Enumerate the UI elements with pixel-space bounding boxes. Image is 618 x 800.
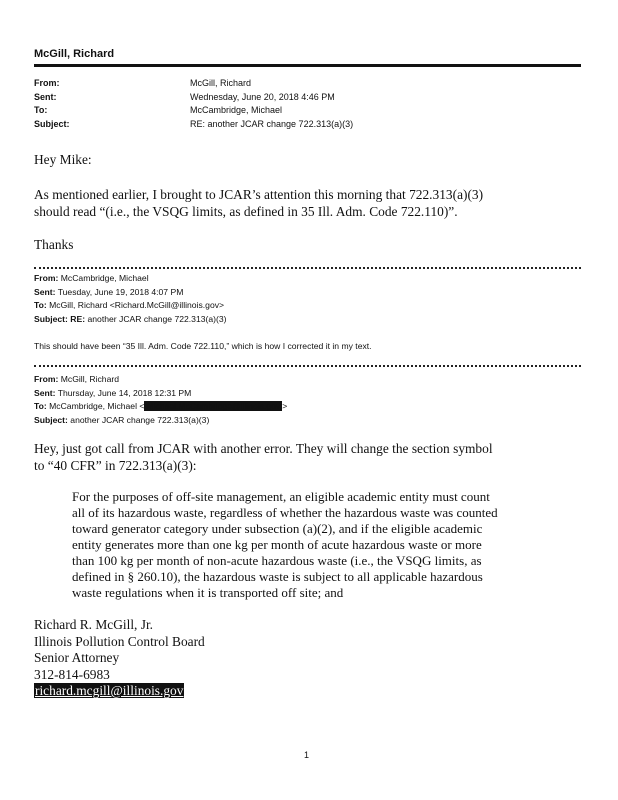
quote-line: entity generates more than one kg per month of acute hazardous waste or more — [72, 537, 482, 552]
msg2-subject: Subject: RE: another JCAR change 722.313(a)(3) — [34, 314, 227, 324]
signature-email[interactable]: richard.mcgill@illinois.gov — [35, 683, 184, 698]
quote-line: waste regulations when it is transported off site; and — [72, 585, 344, 600]
msg3-to: To: McCambridge, Michael < Michael.McCambridge@illinois.gov > — [34, 401, 288, 411]
quote-line: For the purposes of off-site management, an eligible academic entity must count — [72, 489, 490, 504]
signature-phone: 312-814-6983 — [34, 667, 110, 682]
message1-line1: As mentioned earlier, I brought to JCAR’s attention this morning that 722.313(a)(3) — [34, 187, 484, 202]
subject-value: RE: another JCAR change 722.313(a)(3) — [190, 119, 354, 129]
to-value: McCambridge, Michael — [190, 105, 283, 115]
forward-divider — [34, 365, 581, 367]
redacted-email: Michael.McCambridge@illinois.gov — [146, 401, 281, 411]
msg2-from: From: McCambridge, Michael — [34, 273, 149, 283]
page-number: 1 — [304, 750, 310, 760]
quote-line: toward generator category under subsection (a)(2), and if the eligible academic — [72, 521, 483, 536]
msg2-to: To: McGill, Richard <Richard.McGill@illinois.gov> — [34, 300, 225, 310]
sent-value: Wednesday, June 20, 2018 4:46 PM — [190, 92, 335, 102]
from-value: McGill, Richard — [190, 78, 252, 88]
msg3-from: From: McGill, Richard — [34, 374, 120, 384]
message3-line1: Hey, just got call from JCAR with another error. They will change the section symbol — [34, 441, 493, 456]
sender-name: McGill, Richard — [34, 48, 115, 60]
to-label: To: — [34, 105, 48, 115]
msg3-subject: Subject: another JCAR change 722.313(a)(3) — [34, 415, 210, 425]
quote-line: all of its hazardous waste, regardless of whether the hazardous waste was counted — [72, 505, 498, 520]
message3-line2: to “40 CFR” in 722.313(a)(3): — [34, 458, 197, 473]
msg2-sent: Sent: Tuesday, June 19, 2018 4:07 PM — [34, 287, 184, 297]
header-rule — [34, 64, 581, 67]
closing: Thanks — [34, 237, 74, 252]
quote-line: than 100 kg per month of non-acute hazardous waste (i.e., the VSQG limits, as — [72, 553, 482, 568]
msg2-body: This should have been “35 Ill. Adm. Code 722.110,” which is how I corrected it in my text. — [34, 341, 372, 351]
reply-divider — [34, 267, 581, 269]
from-label: From: — [34, 78, 60, 88]
quote-line: defined in § 260.10), the hazardous waste is subject to all applicable hazardous — [72, 569, 483, 584]
signature-name: Richard R. McGill, Jr. — [34, 617, 154, 632]
subject-label: Subject: — [34, 119, 70, 129]
signature-title: Senior Attorney — [34, 650, 120, 665]
signature-org: Illinois Pollution Control Board — [34, 634, 205, 649]
msg3-sent: Sent: Thursday, June 14, 2018 12:31 PM — [34, 388, 192, 398]
message1-line2: should read “(i.e., the VSQG limits, as defined in 35 Ill. Adm. Code 722.110)”. — [34, 204, 458, 219]
sent-label: Sent: — [34, 92, 57, 102]
greeting: Hey Mike: — [34, 152, 92, 167]
